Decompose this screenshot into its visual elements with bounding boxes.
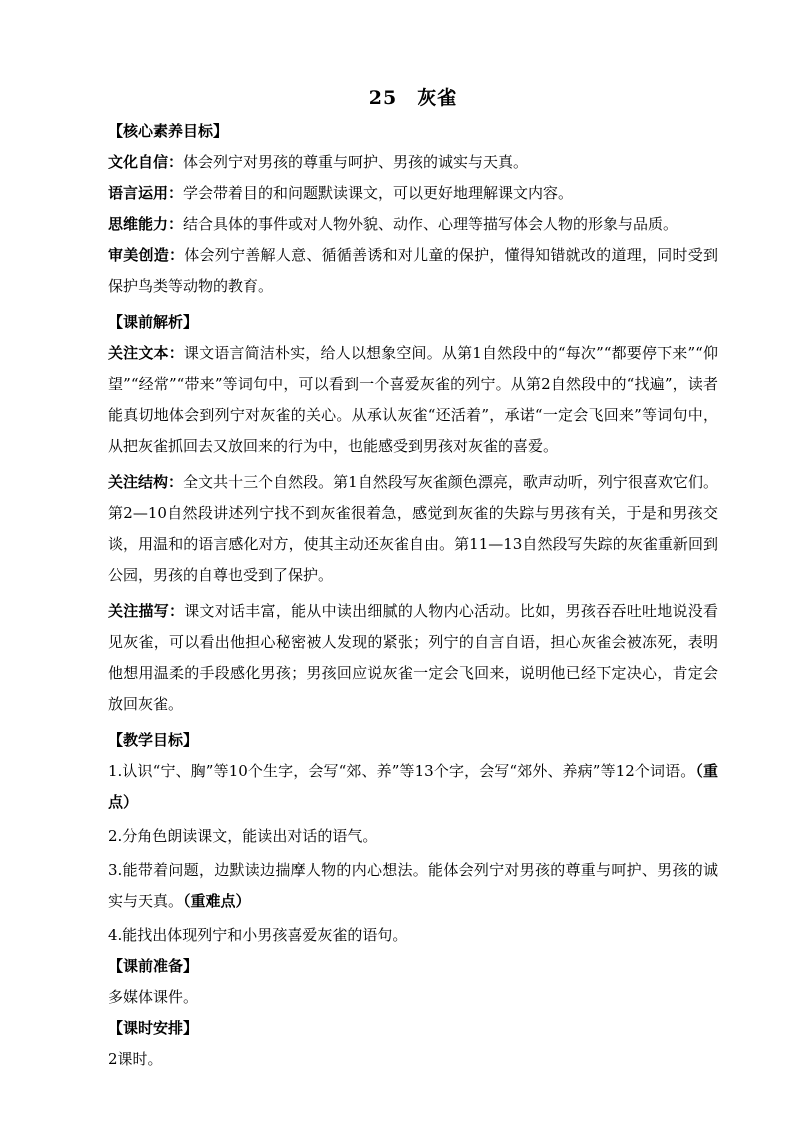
core-goal-text: 结合具体的事件或对人物外貌、动作、心理等描写体会人物的形象与品质。 [183, 215, 679, 233]
teaching-goals-heading: 【教学目标】 [108, 731, 199, 749]
core-goal-label: 文化自信： [108, 153, 184, 171]
core-goal-label: 审美创造： [108, 246, 185, 264]
analysis-label: 关注文本： [108, 344, 184, 362]
teaching-goal-text: 1.认识“宁、胸”等10个生字，会写“郊、养”等13个字，会写“郊外、养病”等12个词语。 [108, 762, 696, 780]
teaching-goal-item [108, 855, 718, 917]
analysis-structure-focus [108, 467, 718, 591]
core-goal-language [108, 178, 718, 209]
core-goal-text: 体会列宁善解人意、循循善诱和对儿童的保护，懂得知错就改的道理，同时受到保护鸟类等动物的教育。 [108, 246, 718, 295]
teaching-goal-tag: （重点） [108, 762, 718, 811]
analysis-text: 课文对话丰富，能从中读出细腻的人物内心活动。比如，男孩吞吞吐吐地说没看见灰雀，可以看出他担心秘密被人发现的紧张；列宁的自言自语，担心灰雀会被冻死，表明他想用温柔的手段感化男孩；男孩回应说灰雀一定会飞回来，说明他已经下定决心，肯定会放回灰雀。 [108, 602, 718, 713]
teaching-goal-text: 3.能带着问题，边默读边揣摩人物的内心想法。能体会列宁对男孩的尊重与呵护、男孩的诚实与天真。 [108, 861, 718, 910]
core-goal-thinking [108, 209, 718, 240]
teaching-goal-text: 4.能找出体现列宁和小男孩喜爱灰雀的语句。 [108, 926, 408, 944]
analysis-heading: 【课前解析】 [108, 313, 199, 331]
document-title: 25 灰雀 [368, 87, 458, 109]
analysis-text: 全文共十三个自然段。第1自然段写灰雀颜色漂亮，歌声动听，列宁很喜欢它们。第2—10自然段讲述列宁找不到灰雀很着急，感觉到灰雀的失踪与男孩有关，于是和男孩交谈，用温和的语言感化对方，使其主动还灰雀自由。第11—13自然段写失踪的灰雀重新回到公园，男孩的自尊也受到了保护。 [108, 473, 718, 584]
core-goal-text: 学会带着目的和问题默读课文，可以更好地理解课文内容。 [183, 184, 574, 202]
core-goal-culture [108, 147, 718, 178]
preparation-text: 多媒体课件。 [108, 988, 199, 1006]
schedule-text: 2课时。 [108, 1050, 163, 1068]
teaching-goal-tag: （重难点） [183, 892, 251, 910]
teaching-goal-item [108, 821, 718, 852]
core-goal-text: 体会列宁对男孩的尊重与呵护、男孩的诚实与天真。 [183, 153, 529, 171]
analysis-text: 课文语言简洁朴实，给人以想象空间。从第1自然段中的“每次”“都要停下来”“仰望”“经常”“带来”等词句中，可以看到一个喜爱灰雀的列宁。从第2自然段中的“找遍”，读者能真切地体会到列宁对灰雀的关心。从承认灰雀“还活着”，承诺“一定会飞回来”等词句中，从把灰雀抓回去又放回来的行为中，也能感受到男孩对灰雀的喜爱。 [108, 344, 718, 455]
core-goals-heading: 【核心素养目标】 [108, 122, 229, 140]
schedule-heading: 【课时安排】 [108, 1019, 199, 1037]
teaching-goal-item [108, 920, 718, 951]
analysis-text-focus [108, 338, 718, 462]
analysis-label: 关注结构： [108, 473, 184, 491]
preparation-heading: 【课前准备】 [108, 957, 199, 975]
analysis-label: 关注描写： [108, 602, 185, 620]
core-goal-aesthetic [108, 240, 718, 302]
teaching-goal-item [108, 756, 718, 818]
core-goal-label: 语言运用： [108, 184, 184, 202]
core-goal-label: 思维能力： [108, 215, 184, 233]
analysis-description-focus [108, 596, 718, 720]
document-page [108, 86, 718, 1075]
teaching-goal-text: 2.分角色朗读课文，能读出对话的语气。 [108, 827, 378, 845]
